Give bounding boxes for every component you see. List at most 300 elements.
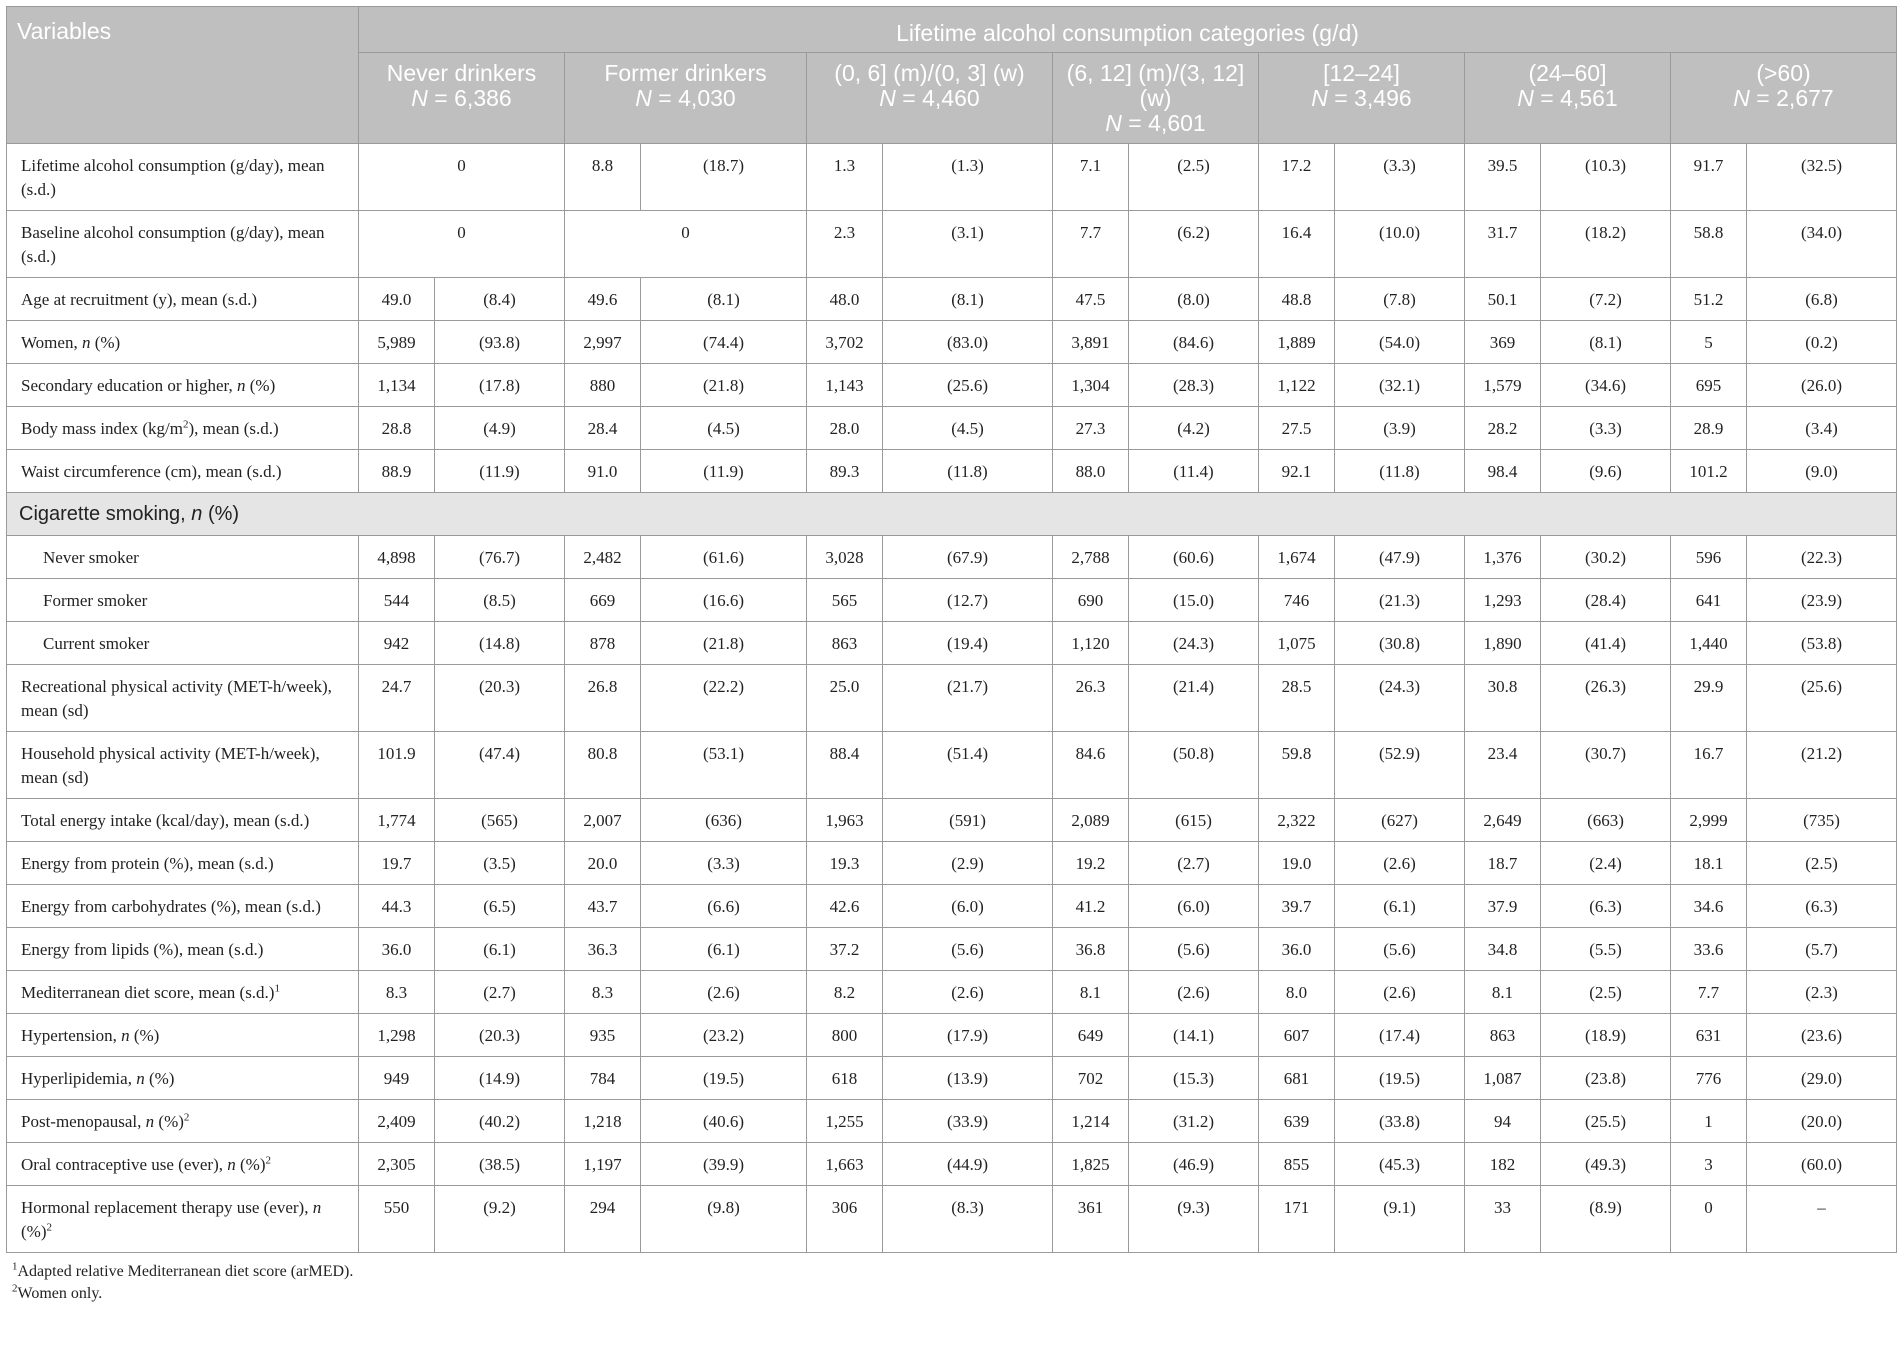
spread-cell: (6.1)	[435, 928, 565, 971]
value-cell: 2,409	[359, 1100, 435, 1143]
spread-cell: (6.1)	[641, 928, 807, 971]
row-label: Former smoker	[7, 579, 359, 622]
spread-cell: (8.0)	[1129, 278, 1259, 321]
spread-cell: (2.6)	[1335, 971, 1465, 1014]
value-cell: 1,674	[1259, 536, 1335, 579]
spread-cell: (76.7)	[435, 536, 565, 579]
spread-cell: (18.7)	[641, 144, 807, 211]
table-row	[7, 1186, 1897, 1253]
spread-cell: (6.3)	[1541, 885, 1671, 928]
value-cell: 2,999	[1671, 799, 1747, 842]
value-cell: 3,702	[807, 321, 883, 364]
category-name: Former drinkers	[604, 60, 767, 86]
category-header	[1671, 53, 1897, 144]
value-cell: 42.6	[807, 885, 883, 928]
value-cell: 28.5	[1259, 665, 1335, 732]
spread-cell: (30.7)	[1541, 732, 1671, 799]
value-cell: 0	[1671, 1186, 1747, 1253]
category-name: (6, 12] (m)/(3, 12] (w)	[1066, 60, 1245, 111]
table-row	[7, 536, 1897, 579]
value-cell: 880	[565, 364, 641, 407]
spread-cell: (93.8)	[435, 321, 565, 364]
header-row-top	[7, 7, 1897, 53]
category-name: Never drinkers	[386, 60, 537, 86]
spread-cell: (26.0)	[1747, 364, 1897, 407]
characteristics-table	[6, 6, 1897, 1253]
spread-cell: (9.6)	[1541, 450, 1671, 493]
value-cell: 36.0	[359, 928, 435, 971]
category-n: N = 2,677	[1733, 85, 1834, 111]
table-row	[7, 928, 1897, 971]
spread-cell: (52.9)	[1335, 732, 1465, 799]
value-cell: 27.3	[1053, 407, 1129, 450]
spread-cell: (22.2)	[641, 665, 807, 732]
spread-cell: (15.0)	[1129, 579, 1259, 622]
spread-cell: (17.8)	[435, 364, 565, 407]
spread-cell: (8.1)	[883, 278, 1053, 321]
value-cell: 8.8	[565, 144, 641, 211]
spread-cell: (11.8)	[1335, 450, 1465, 493]
table-row	[7, 665, 1897, 732]
value-cell: 1,075	[1259, 622, 1335, 665]
value-cell: 1,963	[807, 799, 883, 842]
value-cell: 28.9	[1671, 407, 1747, 450]
value-cell: 8.1	[1465, 971, 1541, 1014]
value-cell: 33.6	[1671, 928, 1747, 971]
spread-cell: (615)	[1129, 799, 1259, 842]
spread-cell: (20.3)	[435, 665, 565, 732]
value-cell: 1,120	[1053, 622, 1129, 665]
table-row	[7, 144, 1897, 211]
spread-cell: (4.9)	[435, 407, 565, 450]
value-cell: 641	[1671, 579, 1747, 622]
spread-cell: (591)	[883, 799, 1053, 842]
value-cell: 550	[359, 1186, 435, 1253]
table-row	[7, 407, 1897, 450]
value-cell: 1,376	[1465, 536, 1541, 579]
value-cell: 565	[807, 579, 883, 622]
spread-cell: (0.2)	[1747, 321, 1897, 364]
spread-cell: (23.8)	[1541, 1057, 1671, 1100]
value-cell: 39.5	[1465, 144, 1541, 211]
spread-cell: (8.1)	[641, 278, 807, 321]
value-cell: 776	[1671, 1057, 1747, 1100]
value-cell: 34.8	[1465, 928, 1541, 971]
spread-cell: (21.2)	[1747, 732, 1897, 799]
value-cell: 20.0	[565, 842, 641, 885]
spread-cell: (44.9)	[883, 1143, 1053, 1186]
spread-cell: (32.1)	[1335, 364, 1465, 407]
value-cell: 1,255	[807, 1100, 883, 1143]
spread-cell: (84.6)	[1129, 321, 1259, 364]
spread-cell: (6.6)	[641, 885, 807, 928]
footnote-1-marker: 1	[12, 1260, 18, 1273]
value-cell: 92.1	[1259, 450, 1335, 493]
category-n: N = 4,460	[879, 85, 980, 111]
value-cell: 48.8	[1259, 278, 1335, 321]
value-cell: 942	[359, 622, 435, 665]
spread-cell: (83.0)	[883, 321, 1053, 364]
spread-cell: (4.2)	[1129, 407, 1259, 450]
value-cell: 3,028	[807, 536, 883, 579]
value-cell: 8.3	[359, 971, 435, 1014]
value-cell: 27.5	[1259, 407, 1335, 450]
spread-cell: (11.9)	[435, 450, 565, 493]
category-n: N = 4,030	[635, 85, 736, 111]
table-row	[7, 885, 1897, 928]
value-cell: 84.6	[1053, 732, 1129, 799]
spread-cell: (28.3)	[1129, 364, 1259, 407]
value-cell: 1,298	[359, 1014, 435, 1057]
value-cell: 94	[1465, 1100, 1541, 1143]
table-container	[6, 6, 1894, 1253]
row-label: Total energy intake (kcal/day), mean (s.d.)	[7, 799, 359, 842]
value-cell: 34.6	[1671, 885, 1747, 928]
spread-cell: –	[1747, 1186, 1897, 1253]
value-cell: 1,218	[565, 1100, 641, 1143]
spread-cell: (20.3)	[435, 1014, 565, 1057]
spread-cell: (2.3)	[1747, 971, 1897, 1014]
spread-cell: (5.6)	[1129, 928, 1259, 971]
spread-cell: (30.2)	[1541, 536, 1671, 579]
row-label: Age at recruitment (y), mean (s.d.)	[7, 278, 359, 321]
spread-cell: (6.0)	[883, 885, 1053, 928]
spread-cell: (20.0)	[1747, 1100, 1897, 1143]
value-cell: 88.9	[359, 450, 435, 493]
spread-cell: (5.6)	[1335, 928, 1465, 971]
value-cell: 2,322	[1259, 799, 1335, 842]
row-label: Oral contraceptive use (ever), n (%)$^2$	[7, 1143, 359, 1186]
value-cell: 8.0	[1259, 971, 1335, 1014]
spread-cell: (1.3)	[883, 144, 1053, 211]
spread-cell: (18.2)	[1541, 211, 1671, 278]
value-cell: 36.0	[1259, 928, 1335, 971]
row-label: Energy from protein (%), mean (s.d.)	[7, 842, 359, 885]
value-cell: 1.3	[807, 144, 883, 211]
spread-cell: (9.8)	[641, 1186, 807, 1253]
value-cell: 19.7	[359, 842, 435, 885]
spread-cell: (14.9)	[435, 1057, 565, 1100]
spread-cell: (23.6)	[1747, 1014, 1897, 1057]
spread-cell: (39.9)	[641, 1143, 807, 1186]
spread-cell: (3.5)	[435, 842, 565, 885]
value-cell: 800	[807, 1014, 883, 1057]
value-cell: 1,825	[1053, 1143, 1129, 1186]
spread-cell: (21.8)	[641, 622, 807, 665]
category-header	[359, 53, 565, 144]
spread-cell: (38.5)	[435, 1143, 565, 1186]
section-label: Cigarette smoking, n (%)	[7, 493, 1897, 536]
row-label: Hyperlipidemia, n (%)	[7, 1057, 359, 1100]
spread-cell: (2.6)	[641, 971, 807, 1014]
value-cell: 91.7	[1671, 144, 1747, 211]
value-cell: 25.0	[807, 665, 883, 732]
table-row	[7, 799, 1897, 842]
value-cell: 2,305	[359, 1143, 435, 1186]
category-n: N = 6,386	[411, 85, 512, 111]
merged-value-cell: 0	[565, 211, 807, 278]
value-cell: 2,997	[565, 321, 641, 364]
spread-cell: (33.8)	[1335, 1100, 1465, 1143]
spread-cell: (34.0)	[1747, 211, 1897, 278]
value-cell: 1,143	[807, 364, 883, 407]
footnote-1-text: Adapted relative Mediterranean diet score (arMED).	[17, 1263, 354, 1280]
spread-cell: (6.1)	[1335, 885, 1465, 928]
category-name: (24–60]	[1528, 60, 1607, 86]
spread-cell: (3.3)	[1335, 144, 1465, 211]
category-header	[1053, 53, 1259, 144]
spread-cell: (19.5)	[641, 1057, 807, 1100]
spread-cell: (3.4)	[1747, 407, 1897, 450]
value-cell: 101.9	[359, 732, 435, 799]
value-cell: 5,989	[359, 321, 435, 364]
spread-cell: (565)	[435, 799, 565, 842]
spread-cell: (9.1)	[1335, 1186, 1465, 1253]
footnote-1	[12, 1260, 354, 1281]
spread-cell: (9.3)	[1129, 1186, 1259, 1253]
spread-cell: (53.1)	[641, 732, 807, 799]
value-cell: 28.2	[1465, 407, 1541, 450]
spread-cell: (8.9)	[1541, 1186, 1671, 1253]
value-cell: 1,304	[1053, 364, 1129, 407]
value-cell: 639	[1259, 1100, 1335, 1143]
value-cell: 43.7	[565, 885, 641, 928]
value-cell: 19.2	[1053, 842, 1129, 885]
row-label: Recreational physical activity (MET-h/week), mean (sd)	[7, 665, 359, 732]
value-cell: 669	[565, 579, 641, 622]
value-cell: 91.0	[565, 450, 641, 493]
row-label: Current smoker	[7, 622, 359, 665]
spread-cell: (3.3)	[1541, 407, 1671, 450]
spread-cell: (4.5)	[883, 407, 1053, 450]
spread-cell: (2.6)	[883, 971, 1053, 1014]
spread-cell: (2.7)	[1129, 842, 1259, 885]
table-row	[7, 579, 1897, 622]
value-cell: 1,889	[1259, 321, 1335, 364]
spread-cell: (50.8)	[1129, 732, 1259, 799]
value-cell: 17.2	[1259, 144, 1335, 211]
table-row	[7, 450, 1897, 493]
value-cell: 50.1	[1465, 278, 1541, 321]
value-cell: 26.8	[565, 665, 641, 732]
table-row	[7, 971, 1897, 1014]
value-cell: 878	[565, 622, 641, 665]
value-cell: 3,891	[1053, 321, 1129, 364]
value-cell: 1,087	[1465, 1057, 1541, 1100]
spread-cell: (24.3)	[1335, 665, 1465, 732]
value-cell: 1,214	[1053, 1100, 1129, 1143]
value-cell: 544	[359, 579, 435, 622]
table-header	[7, 7, 1897, 144]
spread-cell: (17.9)	[883, 1014, 1053, 1057]
spread-cell: (2.4)	[1541, 842, 1671, 885]
value-cell: 59.8	[1259, 732, 1335, 799]
merged-value-cell: 0	[359, 211, 565, 278]
value-cell: 1,774	[359, 799, 435, 842]
value-cell: 7.7	[1053, 211, 1129, 278]
value-cell: 182	[1465, 1143, 1541, 1186]
value-cell: 80.8	[565, 732, 641, 799]
table-row	[7, 732, 1897, 799]
value-cell: 1,134	[359, 364, 435, 407]
value-cell: 28.8	[359, 407, 435, 450]
spread-cell: (4.5)	[641, 407, 807, 450]
spread-cell: (30.8)	[1335, 622, 1465, 665]
spread-cell: (25.6)	[1747, 665, 1897, 732]
value-cell: 19.0	[1259, 842, 1335, 885]
spread-cell: (29.0)	[1747, 1057, 1897, 1100]
table-row	[7, 278, 1897, 321]
spread-cell: (54.0)	[1335, 321, 1465, 364]
value-cell: 8.1	[1053, 971, 1129, 1014]
value-cell: 88.0	[1053, 450, 1129, 493]
spread-cell: (21.7)	[883, 665, 1053, 732]
spread-cell: (34.6)	[1541, 364, 1671, 407]
spread-cell: (53.8)	[1747, 622, 1897, 665]
spread-cell: (11.4)	[1129, 450, 1259, 493]
value-cell: 935	[565, 1014, 641, 1057]
value-cell: 31.7	[1465, 211, 1541, 278]
spread-cell: (2.6)	[1335, 842, 1465, 885]
value-cell: 49.0	[359, 278, 435, 321]
spread-cell: (67.9)	[883, 536, 1053, 579]
spread-cell: (40.6)	[641, 1100, 807, 1143]
spread-cell: (41.4)	[1541, 622, 1671, 665]
value-cell: 649	[1053, 1014, 1129, 1057]
value-cell: 702	[1053, 1057, 1129, 1100]
spread-cell: (47.9)	[1335, 536, 1465, 579]
value-cell: 98.4	[1465, 450, 1541, 493]
spread-cell: (11.8)	[883, 450, 1053, 493]
value-cell: 36.8	[1053, 928, 1129, 971]
row-label: Hormonal replacement therapy use (ever), n (%)$^2$	[7, 1186, 359, 1253]
row-label: Baseline alcohol consumption (g/day), mean (s.d.)	[7, 211, 359, 278]
value-cell: 607	[1259, 1014, 1335, 1057]
table-row	[7, 364, 1897, 407]
value-cell: 101.2	[1671, 450, 1747, 493]
value-cell: 1,440	[1671, 622, 1747, 665]
spread-cell: (11.9)	[641, 450, 807, 493]
value-cell: 2,007	[565, 799, 641, 842]
value-cell: 306	[807, 1186, 883, 1253]
spread-cell: (3.1)	[883, 211, 1053, 278]
category-header	[1465, 53, 1671, 144]
value-cell: 1,122	[1259, 364, 1335, 407]
footnote-2-marker: 2	[12, 1282, 18, 1295]
row-label: Post-menopausal, n (%)$^2$	[7, 1100, 359, 1143]
value-cell: 863	[1465, 1014, 1541, 1057]
spread-cell: (19.4)	[883, 622, 1053, 665]
row-label: Body mass index $(kg/m^2)$, mean (s.d.)	[7, 407, 359, 450]
value-cell: 2,482	[565, 536, 641, 579]
spread-cell: (5.6)	[883, 928, 1053, 971]
spread-cell: (6.0)	[1129, 885, 1259, 928]
value-cell: 89.3	[807, 450, 883, 493]
spread-cell: (22.3)	[1747, 536, 1897, 579]
value-cell: 949	[359, 1057, 435, 1100]
value-cell: 18.1	[1671, 842, 1747, 885]
spread-cell: (16.6)	[641, 579, 807, 622]
value-cell: 1,579	[1465, 364, 1541, 407]
footnote-2-text: Women only.	[17, 1285, 103, 1302]
value-cell: 39.7	[1259, 885, 1335, 928]
spread-cell: (2.5)	[1541, 971, 1671, 1014]
value-cell: 51.2	[1671, 278, 1747, 321]
spread-cell: (28.4)	[1541, 579, 1671, 622]
value-cell: 49.6	[565, 278, 641, 321]
value-cell: 7.1	[1053, 144, 1129, 211]
value-cell: 4,898	[359, 536, 435, 579]
spread-cell: (23.9)	[1747, 579, 1897, 622]
spread-cell: (49.3)	[1541, 1143, 1671, 1186]
value-cell: 8.3	[565, 971, 641, 1014]
row-label: Women, n (%)	[7, 321, 359, 364]
spread-cell: (9.2)	[435, 1186, 565, 1253]
spread-cell: (23.2)	[641, 1014, 807, 1057]
value-cell: 690	[1053, 579, 1129, 622]
value-cell: 41.2	[1053, 885, 1129, 928]
row-label: Energy from lipids (%), mean (s.d.)	[7, 928, 359, 971]
value-cell: 361	[1053, 1186, 1129, 1253]
spread-cell: (19.5)	[1335, 1057, 1465, 1100]
spread-cell: (47.4)	[435, 732, 565, 799]
row-label: Never smoker	[7, 536, 359, 579]
value-cell: 28.4	[565, 407, 641, 450]
spread-cell: (6.2)	[1129, 211, 1259, 278]
spread-cell: (51.4)	[883, 732, 1053, 799]
spread-cell: (60.0)	[1747, 1143, 1897, 1186]
value-cell: 1,890	[1465, 622, 1541, 665]
table-row	[7, 1014, 1897, 1057]
spread-cell: (636)	[641, 799, 807, 842]
value-cell: 1,197	[565, 1143, 641, 1186]
table-row	[7, 1100, 1897, 1143]
value-cell: 29.9	[1671, 665, 1747, 732]
spread-cell: (21.3)	[1335, 579, 1465, 622]
value-cell: 1,293	[1465, 579, 1541, 622]
category-header	[565, 53, 807, 144]
spread-cell: (21.8)	[641, 364, 807, 407]
value-cell: 37.9	[1465, 885, 1541, 928]
spread-cell: (12.7)	[883, 579, 1053, 622]
spread-cell: (9.0)	[1747, 450, 1897, 493]
spread-cell: (5.5)	[1541, 928, 1671, 971]
spread-cell: (2.9)	[883, 842, 1053, 885]
value-cell: 7.7	[1671, 971, 1747, 1014]
category-name: (0, 6] (m)/(0, 3] (w)	[834, 60, 1025, 86]
spread-cell: (8.1)	[1541, 321, 1671, 364]
spread-cell: (7.2)	[1541, 278, 1671, 321]
value-cell: 3	[1671, 1143, 1747, 1186]
table-row	[7, 211, 1897, 278]
row-label: Secondary education or higher, n (%)	[7, 364, 359, 407]
value-cell: 746	[1259, 579, 1335, 622]
spread-cell: (10.0)	[1335, 211, 1465, 278]
value-cell: 47.5	[1053, 278, 1129, 321]
spread-cell: (32.5)	[1747, 144, 1897, 211]
row-label: Hypertension, n (%)	[7, 1014, 359, 1057]
table-row	[7, 1057, 1897, 1100]
category-header	[807, 53, 1053, 144]
value-cell: 30.8	[1465, 665, 1541, 732]
spread-cell: (26.3)	[1541, 665, 1671, 732]
spread-cell: (40.2)	[435, 1100, 565, 1143]
spread-cell: (18.9)	[1541, 1014, 1671, 1057]
spread-cell: (13.9)	[883, 1057, 1053, 1100]
row-label: Waist circumference (cm), mean (s.d.)	[7, 450, 359, 493]
value-cell: 28.0	[807, 407, 883, 450]
spread-cell: (61.6)	[641, 536, 807, 579]
